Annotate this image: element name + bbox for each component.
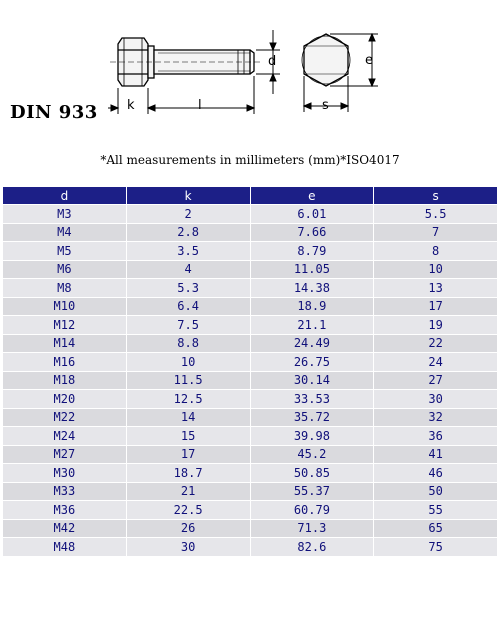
- table-cell: M24: [3, 427, 127, 446]
- table-row: [3, 223, 498, 242]
- table-cell: 65: [374, 519, 498, 538]
- table-cell: M5: [3, 242, 127, 261]
- table-cell: M20: [3, 390, 127, 409]
- table-cell: M27: [3, 445, 127, 464]
- table-cell: 12.5: [126, 390, 250, 409]
- table-cell: 71.3: [250, 519, 374, 538]
- table-cell: 18.9: [250, 297, 374, 316]
- table-cell: M48: [3, 538, 127, 557]
- table-row: [3, 297, 498, 316]
- table-cell: 8.79: [250, 242, 374, 261]
- table-cell: 30: [374, 390, 498, 409]
- table-cell: M12: [3, 316, 127, 335]
- table-cell: M42: [3, 519, 127, 538]
- dim-d-label: d: [268, 54, 277, 69]
- table-row: [3, 519, 498, 538]
- table-cell: 2.8: [126, 223, 250, 242]
- table-cell: 14: [126, 408, 250, 427]
- table-cell: 15: [126, 427, 250, 446]
- table-cell: 3.5: [126, 242, 250, 261]
- table-row: [3, 205, 498, 224]
- table-cell: 21: [126, 482, 250, 501]
- table-cell: M18: [3, 371, 127, 390]
- dim-l-label: l: [198, 98, 202, 113]
- dim-e-label: e: [365, 53, 373, 68]
- table-row: [3, 501, 498, 520]
- table-cell: 22: [374, 334, 498, 353]
- table-row: [3, 427, 498, 446]
- column-header: k: [126, 187, 250, 205]
- dim-k-label: k: [127, 98, 135, 113]
- table-cell: 7.66: [250, 223, 374, 242]
- table-cell: 75: [374, 538, 498, 557]
- table-cell: 2: [126, 205, 250, 224]
- column-header: e: [250, 187, 374, 205]
- table-row: [3, 538, 498, 557]
- table-cell: 24.49: [250, 334, 374, 353]
- table-cell: M36: [3, 501, 127, 520]
- table-cell: 39.98: [250, 427, 374, 446]
- table-cell: 32: [374, 408, 498, 427]
- table-body: [3, 205, 498, 557]
- table-cell: 55.37: [250, 482, 374, 501]
- table-cell: 17: [374, 297, 498, 316]
- table-cell: 50.85: [250, 464, 374, 483]
- table-row: [3, 482, 498, 501]
- table-cell: 5.5: [374, 205, 498, 224]
- table-cell: 7.5: [126, 316, 250, 335]
- table-cell: 14.38: [250, 279, 374, 298]
- standard-title: DIN 933: [10, 102, 98, 123]
- table-row: [3, 242, 498, 261]
- table-row: [3, 353, 498, 372]
- table-row: [3, 371, 498, 390]
- table-cell: 5.3: [126, 279, 250, 298]
- table-cell: 82.6: [250, 538, 374, 557]
- table-cell: 24: [374, 353, 498, 372]
- table-cell: 6.4: [126, 297, 250, 316]
- table-row: [3, 334, 498, 353]
- table-cell: M8: [3, 279, 127, 298]
- table-cell: 22.5: [126, 501, 250, 520]
- table-cell: 21.1: [250, 316, 374, 335]
- table-cell: 30: [126, 538, 250, 557]
- table-cell: 45.2: [250, 445, 374, 464]
- table-row: [3, 316, 498, 335]
- table-cell: M33: [3, 482, 127, 501]
- table-cell: 11.05: [250, 260, 374, 279]
- table-row: [3, 464, 498, 483]
- table-cell: 27: [374, 371, 498, 390]
- table-cell: 7: [374, 223, 498, 242]
- table-cell: 18.7: [126, 464, 250, 483]
- table-cell: 30.14: [250, 371, 374, 390]
- table-cell: 10: [126, 353, 250, 372]
- table-cell: 8.8: [126, 334, 250, 353]
- table-cell: M22: [3, 408, 127, 427]
- dim-s-label: s: [322, 98, 329, 113]
- table-cell: 13: [374, 279, 498, 298]
- measurement-note: *All measurements in millimeters (mm)*ISO4017: [100, 153, 400, 167]
- table-cell: 10: [374, 260, 498, 279]
- table-cell: 4: [126, 260, 250, 279]
- table-cell: 55: [374, 501, 498, 520]
- table-cell: M16: [3, 353, 127, 372]
- table-cell: 60.79: [250, 501, 374, 520]
- table-cell: 33.53: [250, 390, 374, 409]
- column-header: s: [374, 187, 498, 205]
- table-row: [3, 390, 498, 409]
- table-cell: 26.75: [250, 353, 374, 372]
- table-cell: M3: [3, 205, 127, 224]
- table-row: [3, 445, 498, 464]
- table-cell: M30: [3, 464, 127, 483]
- table-cell: M10: [3, 297, 127, 316]
- table-row: [3, 279, 498, 298]
- table-row: [3, 408, 498, 427]
- table-cell: 8: [374, 242, 498, 261]
- table-row: [3, 260, 498, 279]
- table-cell: 36: [374, 427, 498, 446]
- table-cell: 19: [374, 316, 498, 335]
- table-header-row: [3, 187, 498, 205]
- table-cell: 26: [126, 519, 250, 538]
- table-cell: 35.72: [250, 408, 374, 427]
- table-cell: M4: [3, 223, 127, 242]
- dimension-table: [2, 186, 498, 557]
- table-cell: 17: [126, 445, 250, 464]
- table-cell: 11.5: [126, 371, 250, 390]
- table-cell: 6.01: [250, 205, 374, 224]
- table-cell: 50: [374, 482, 498, 501]
- table-cell: M6: [3, 260, 127, 279]
- table-cell: 41: [374, 445, 498, 464]
- column-header: d: [3, 187, 127, 205]
- table-cell: 46: [374, 464, 498, 483]
- table-cell: M14: [3, 334, 127, 353]
